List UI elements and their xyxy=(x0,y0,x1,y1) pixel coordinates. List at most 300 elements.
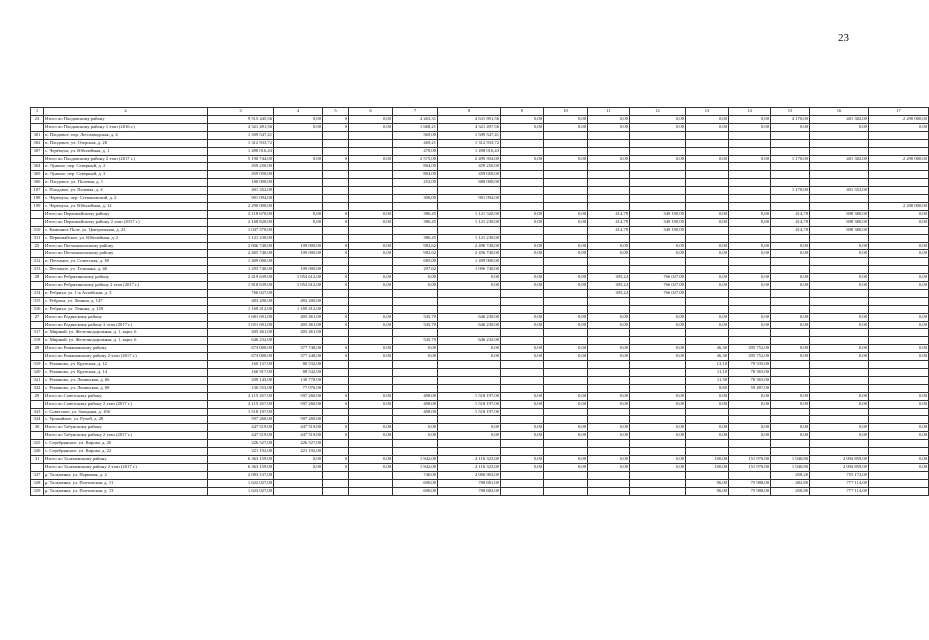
table-cell: 0,00 xyxy=(630,463,686,471)
table-cell xyxy=(501,289,544,297)
table-cell xyxy=(438,384,501,392)
table-cell: 1 668,21 xyxy=(393,123,438,131)
table-cell: 151 976,00 xyxy=(729,463,771,471)
table-cell xyxy=(349,369,393,377)
table-cell: 0,00 xyxy=(501,242,544,250)
table-cell xyxy=(323,448,349,456)
row-number: 318 xyxy=(31,337,44,345)
table-cell: 0 xyxy=(323,116,349,124)
column-number: 3 xyxy=(208,108,274,116)
column-number: 15 xyxy=(771,108,810,116)
table-cell xyxy=(630,179,686,187)
table-row xyxy=(31,369,929,377)
table-cell: 0,00 xyxy=(501,210,544,218)
table-row xyxy=(31,463,929,471)
table-cell: 0,00 xyxy=(501,282,544,290)
row-label: Итого по Первомайскому району 2 этап (2017 г.) xyxy=(44,218,208,226)
table-cell: 0,00 xyxy=(438,282,501,290)
table-cell xyxy=(349,361,393,369)
table-cell xyxy=(588,171,630,179)
table-cell: 0,00 xyxy=(274,116,323,124)
table-cell: 0 xyxy=(323,313,349,321)
table-cell: 1 170,00 xyxy=(771,155,810,163)
table-cell: 0,00 xyxy=(686,432,729,440)
table-cell xyxy=(588,416,630,424)
table-cell xyxy=(349,416,393,424)
table-cell xyxy=(729,139,771,147)
row-number: 28 xyxy=(31,274,44,282)
table-cell xyxy=(349,408,393,416)
row-number: 324 xyxy=(31,416,44,424)
table-cell xyxy=(349,226,393,234)
table-cell: 0,00 xyxy=(501,155,544,163)
table-cell xyxy=(810,297,869,305)
row-label: с. Советское, ул. Западная, д. 106 xyxy=(44,408,208,416)
table-cell xyxy=(588,258,630,266)
table-cell xyxy=(869,416,929,424)
table-cell: 0,00 xyxy=(729,155,771,163)
table-cell xyxy=(588,266,630,274)
column-number: 5 xyxy=(323,108,349,116)
table-cell xyxy=(729,289,771,297)
table-cell: 0,00 xyxy=(501,274,544,282)
row-number: 107 xyxy=(31,187,44,195)
table-cell xyxy=(729,258,771,266)
table-cell xyxy=(544,187,588,195)
table-cell xyxy=(729,448,771,456)
table-cell xyxy=(869,384,929,392)
table-cell: 151 976,00 xyxy=(729,455,771,463)
table-cell: 0,00 xyxy=(544,400,588,408)
table-cell: 0,00 xyxy=(544,116,588,124)
table-cell: 11,10 xyxy=(686,369,729,377)
table-cell xyxy=(323,139,349,147)
table-cell: 0,00 xyxy=(588,123,630,131)
table-cell xyxy=(588,384,630,392)
table-cell: 349 190,00 xyxy=(630,210,686,218)
table-cell xyxy=(588,440,630,448)
table-cell: 78 365,00 xyxy=(729,376,771,384)
table-cell xyxy=(588,202,630,210)
table-cell xyxy=(810,329,869,337)
table-cell: 0,00 xyxy=(869,463,929,471)
table-cell xyxy=(729,171,771,179)
table-cell xyxy=(588,361,630,369)
table-row xyxy=(31,250,929,258)
table-cell: 386,45 xyxy=(393,234,438,242)
table-cell: 5 190 744,00 xyxy=(208,155,274,163)
row-number: 311 xyxy=(31,234,44,242)
row-label: п. Лужное, пер. Северный, д. 3 xyxy=(44,171,208,179)
table-cell: 414,78 xyxy=(588,218,630,226)
table-cell xyxy=(630,479,686,487)
table-cell xyxy=(393,376,438,384)
table-cell: 0,00 xyxy=(274,210,323,218)
table-cell: 690,00 xyxy=(393,479,438,487)
table-cell: 597 260,00 xyxy=(274,416,323,424)
row-label: р. Тальменка, ул. Почтовская, д. 11 xyxy=(44,479,208,487)
table-cell xyxy=(323,202,349,210)
table-cell: 0 xyxy=(323,345,349,353)
row-label: р. Тальменка, ул. Почтовская, д. 13 xyxy=(44,487,208,495)
table-cell: 0,00 xyxy=(588,250,630,258)
table-cell xyxy=(588,187,630,195)
table-row xyxy=(31,123,929,131)
row-number: 319 xyxy=(31,361,44,369)
table-cell: 0 xyxy=(323,392,349,400)
table-cell: 1 818 639,00 xyxy=(208,282,274,290)
table-cell xyxy=(501,361,544,369)
table-cell xyxy=(438,448,501,456)
table-cell xyxy=(501,226,544,234)
table-cell: 0,00 xyxy=(686,210,729,218)
table-cell xyxy=(501,258,544,266)
table-cell: 0 xyxy=(323,321,349,329)
table-cell: 864,00 xyxy=(393,171,438,179)
table-cell xyxy=(349,337,393,345)
table-cell xyxy=(729,234,771,242)
table-row xyxy=(31,305,929,313)
table-cell xyxy=(544,258,588,266)
table-row xyxy=(31,345,929,353)
table-cell xyxy=(274,147,323,155)
table-cell: 0,00 xyxy=(771,424,810,432)
table-cell xyxy=(349,448,393,456)
table-cell xyxy=(501,131,544,139)
table-cell xyxy=(274,171,323,179)
row-number: 109 xyxy=(31,202,44,210)
table-cell xyxy=(544,305,588,313)
table-cell: 166 917,00 xyxy=(208,369,274,377)
table-cell xyxy=(869,234,929,242)
table-cell xyxy=(588,369,630,377)
table-cell xyxy=(501,305,544,313)
table-cell: 0 xyxy=(323,218,349,226)
table-row xyxy=(31,116,929,124)
table-cell xyxy=(771,305,810,313)
table-cell: 0,00 xyxy=(544,432,588,440)
table-cell xyxy=(686,179,729,187)
table-cell xyxy=(630,163,686,171)
table-cell xyxy=(501,471,544,479)
table-cell: 0,00 xyxy=(729,274,771,282)
table-cell xyxy=(869,329,929,337)
row-label: с. Серебрянское, ул. Кирова, д. 20 xyxy=(44,440,208,448)
table-cell xyxy=(771,448,810,456)
table-cell: 0,00 xyxy=(501,123,544,131)
table-cell xyxy=(686,195,729,203)
table-cell: 1 054 612,00 xyxy=(274,274,323,282)
table-cell: 2 606 740,00 xyxy=(208,242,274,250)
table-cell: 0,00 xyxy=(686,400,729,408)
table-cell: 0,00 xyxy=(771,321,810,329)
table-row xyxy=(31,258,929,266)
table-cell: 1 509 547,41 xyxy=(208,131,274,139)
table-cell: 100,00 xyxy=(686,455,729,463)
table-cell: 0,00 xyxy=(771,392,810,400)
table-cell xyxy=(588,179,630,187)
row-number: 326 xyxy=(31,448,44,456)
table-cell: 1 622 027,00 xyxy=(208,479,274,487)
table-cell: 0,00 xyxy=(349,455,393,463)
table-cell: 88 542,00 xyxy=(274,369,323,377)
row-number: 323 xyxy=(31,408,44,416)
table-cell xyxy=(729,147,771,155)
table-cell: 414,78 xyxy=(588,226,630,234)
table-cell xyxy=(349,305,393,313)
table-cell: 698 380,00 xyxy=(810,226,869,234)
table-cell: 2 496 740,00 xyxy=(438,242,501,250)
table-cell xyxy=(729,297,771,305)
row-label: Итого по Песчанокопскому району xyxy=(44,242,208,250)
table-cell: 0,00 xyxy=(438,353,501,361)
table-cell: 0,00 xyxy=(349,313,393,321)
table-cell xyxy=(501,266,544,274)
table-cell xyxy=(630,266,686,274)
table-cell: 0,00 xyxy=(686,123,729,131)
row-number: 307 xyxy=(31,147,44,155)
table-cell xyxy=(349,384,393,392)
table-cell xyxy=(588,305,630,313)
table-cell xyxy=(729,305,771,313)
table-cell: 0,00 xyxy=(501,455,544,463)
row-label: Итого по Романовскому району xyxy=(44,345,208,353)
table-cell xyxy=(771,266,810,274)
table-cell: 0,00 xyxy=(588,392,630,400)
table-cell: 0,00 xyxy=(544,392,588,400)
table-cell xyxy=(630,147,686,155)
table-cell xyxy=(393,187,438,195)
table-cell xyxy=(501,187,544,195)
table-cell xyxy=(771,234,810,242)
table-row xyxy=(31,455,929,463)
row-number: 320 xyxy=(31,369,44,377)
table-cell xyxy=(810,258,869,266)
table-cell xyxy=(630,131,686,139)
row-number xyxy=(31,282,44,290)
table-cell xyxy=(630,258,686,266)
table-cell xyxy=(323,337,349,345)
table-cell xyxy=(323,416,349,424)
table-cell: 4 321 491,56 xyxy=(208,123,274,131)
table-cell: 0,00 xyxy=(771,274,810,282)
table-cell: 0,00 xyxy=(810,392,869,400)
table-cell xyxy=(274,471,323,479)
table-cell xyxy=(869,258,929,266)
table-cell: 1 047 570,00 xyxy=(208,226,274,234)
table-cell xyxy=(869,163,929,171)
table-cell: 4 116 325,00 xyxy=(438,463,501,471)
table-cell xyxy=(771,131,810,139)
row-label: с. Песчаное, ул. Тельмана, д. 46 xyxy=(44,266,208,274)
table-cell: 0,00 xyxy=(771,432,810,440)
table-row xyxy=(31,313,929,321)
table-row xyxy=(31,274,929,282)
table-row xyxy=(31,440,929,448)
column-number: 8 xyxy=(438,108,501,116)
table-cell: 0,00 xyxy=(588,424,630,432)
table-cell xyxy=(544,234,588,242)
table-cell: 0,00 xyxy=(349,282,393,290)
table-cell: 209 143,00 xyxy=(208,376,274,384)
table-cell xyxy=(588,471,630,479)
table-cell: 0,00 xyxy=(729,218,771,226)
table-cell xyxy=(686,171,729,179)
table-cell: 0,00 xyxy=(588,155,630,163)
table-cell xyxy=(438,187,501,195)
table-cell: 0,00 xyxy=(544,274,588,282)
table-cell xyxy=(729,202,771,210)
table-cell: 0,00 xyxy=(686,116,729,124)
table-cell: 0,00 xyxy=(686,392,729,400)
table-cell: 0,00 xyxy=(630,250,686,258)
row-number: 306 xyxy=(31,179,44,187)
table-cell xyxy=(501,369,544,377)
table-cell xyxy=(630,448,686,456)
table-cell xyxy=(323,131,349,139)
row-label: с. Романово, ул. Крупская, д. 12 xyxy=(44,361,208,369)
table-cell xyxy=(810,408,869,416)
table-cell: 221 192,00 xyxy=(274,448,323,456)
table-cell xyxy=(438,329,501,337)
table-cell: 690,00 xyxy=(393,487,438,495)
table-row xyxy=(31,392,929,400)
table-cell: 0,00 xyxy=(630,321,686,329)
table-cell: 0,00 xyxy=(630,392,686,400)
table-cell xyxy=(349,147,393,155)
table-cell xyxy=(438,376,501,384)
table-row xyxy=(31,479,929,487)
table-cell: 0,00 xyxy=(349,242,393,250)
row-label: п. Ребриха, ул. Ленина, д. 149 xyxy=(44,305,208,313)
row-number xyxy=(31,432,44,440)
column-number: 13 xyxy=(686,108,729,116)
table-cell: 597 260,00 xyxy=(208,416,274,424)
table-cell: 305,24 xyxy=(588,274,630,282)
table-cell: 545,70 xyxy=(393,321,438,329)
table-cell xyxy=(810,337,869,345)
table-cell xyxy=(686,329,729,337)
table-cell xyxy=(810,195,869,203)
table-cell: 0,00 xyxy=(544,218,588,226)
table-cell xyxy=(323,289,349,297)
table-cell: 75 988,00 xyxy=(729,479,771,487)
table-cell: 777 114,00 xyxy=(810,479,869,487)
row-label: п. Песчаное, ул. Советская, д. 38 xyxy=(44,258,208,266)
row-label: п. Мирный, ул. Железнодорожная, д. 1, корп. 6 xyxy=(44,329,208,337)
table-cell: 447 519,00 xyxy=(208,432,274,440)
table-cell xyxy=(869,479,929,487)
table-cell: 401 352,00 xyxy=(208,187,274,195)
row-label: с. Ребриха, ул. Ленина, д. 147 xyxy=(44,297,208,305)
table-row xyxy=(31,155,929,163)
table-cell xyxy=(810,171,869,179)
table-cell xyxy=(438,226,501,234)
row-number: 310 xyxy=(31,226,44,234)
table-cell xyxy=(323,487,349,495)
table-cell xyxy=(729,337,771,345)
table-cell xyxy=(323,471,349,479)
table-cell xyxy=(274,258,323,266)
table-cell xyxy=(869,448,929,456)
table-cell xyxy=(729,131,771,139)
table-cell: 0,00 xyxy=(686,282,729,290)
table-cell xyxy=(323,376,349,384)
row-label: Итого по Плодовскому району 2 этап (2017 г.) xyxy=(44,155,208,163)
table-row xyxy=(31,242,929,250)
row-number: 322 xyxy=(31,384,44,392)
table-cell xyxy=(729,440,771,448)
table-cell: 0,00 xyxy=(729,392,771,400)
row-label: п. Лужное, пер. Северный, д. 2 xyxy=(44,163,208,171)
table-cell: 0,00 xyxy=(729,242,771,250)
table-cell: 2 575,00 xyxy=(393,155,438,163)
table-cell xyxy=(544,147,588,155)
table-cell: 0,00 xyxy=(686,155,729,163)
table-cell xyxy=(771,163,810,171)
table-cell: 0 xyxy=(323,455,349,463)
table-cell xyxy=(869,471,929,479)
table-cell: 1 842,00 xyxy=(393,463,438,471)
row-number: 304 xyxy=(31,163,44,171)
row-number xyxy=(31,463,44,471)
row-number xyxy=(31,400,44,408)
table-cell xyxy=(588,479,630,487)
table-cell xyxy=(869,305,929,313)
table-cell xyxy=(729,163,771,171)
table-cell: 0,00 xyxy=(771,123,810,131)
table-cell: 2 456 740,00 xyxy=(438,250,501,258)
table-cell xyxy=(274,202,323,210)
table-cell xyxy=(869,376,929,384)
table-cell: 414,78 xyxy=(771,218,810,226)
table-cell xyxy=(686,147,729,155)
table-cell xyxy=(323,479,349,487)
table-cell: 8,80 xyxy=(686,384,729,392)
table-cell: 483 200,00 xyxy=(274,297,323,305)
row-label: п. Плодовое, ул. Озерская, д. 28 xyxy=(44,139,208,147)
table-cell xyxy=(393,226,438,234)
table-cell xyxy=(771,376,810,384)
table-cell xyxy=(810,361,869,369)
table-row xyxy=(31,329,929,337)
register-table xyxy=(30,107,929,496)
table-cell xyxy=(349,479,393,487)
table-cell: 0 xyxy=(323,282,349,290)
table-cell xyxy=(771,139,810,147)
table-cell: 0,00 xyxy=(630,345,686,353)
table-cell xyxy=(323,163,349,171)
row-number: 317 xyxy=(31,329,44,337)
column-number: 7 xyxy=(393,108,438,116)
table-cell: 0,00 xyxy=(869,424,929,432)
table-cell: 226 527,00 xyxy=(208,440,274,448)
table-cell: 0,00 xyxy=(349,345,393,353)
table-cell xyxy=(810,369,869,377)
table-cell xyxy=(349,329,393,337)
table-cell: 482,80 xyxy=(771,479,810,487)
table-cell xyxy=(349,195,393,203)
table-cell xyxy=(274,479,323,487)
table-cell: 0,00 xyxy=(869,123,929,131)
table-cell xyxy=(810,147,869,155)
row-label: Итого по Первомайскому району xyxy=(44,210,208,218)
table-cell: 0,00 xyxy=(869,353,929,361)
table-cell xyxy=(630,139,686,147)
table-cell xyxy=(393,448,438,456)
table-cell: 646 232,00 xyxy=(208,337,274,345)
table-cell xyxy=(630,471,686,479)
